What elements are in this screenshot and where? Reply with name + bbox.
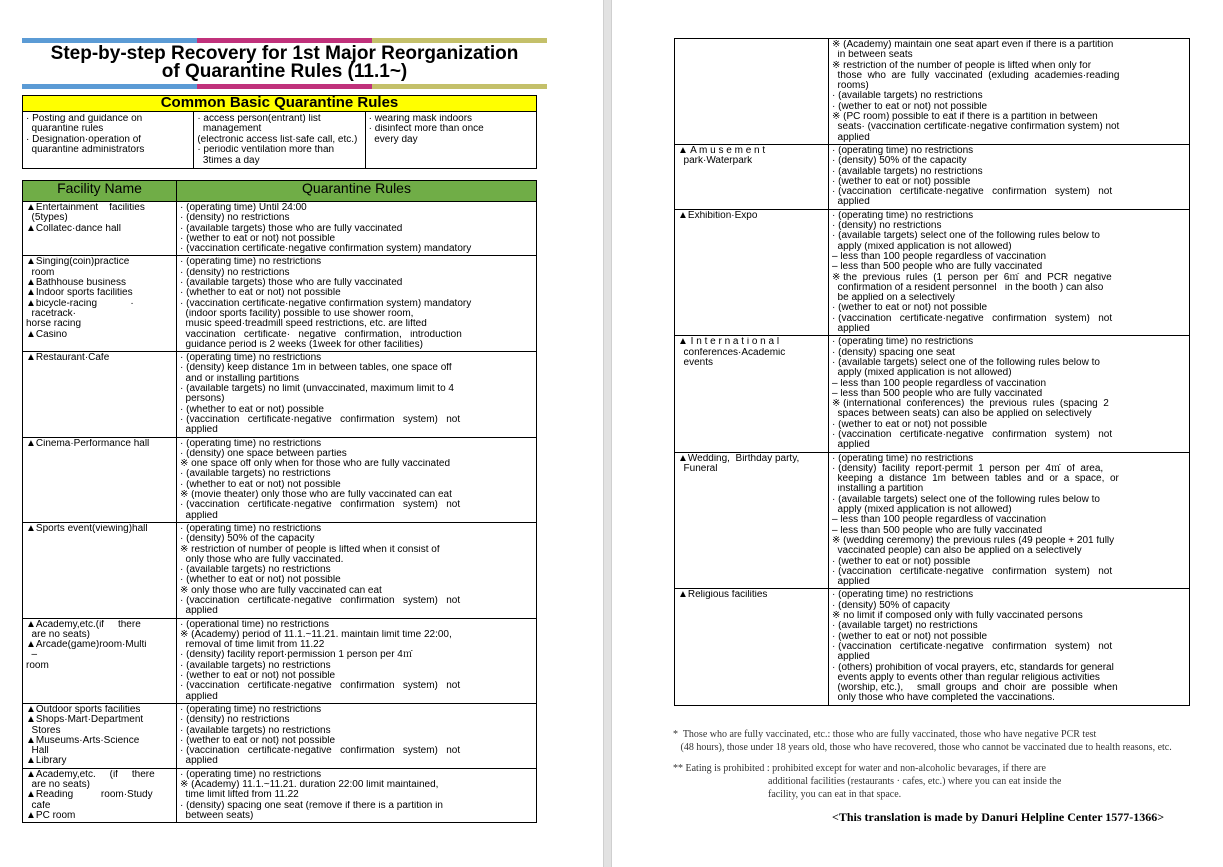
text-line: · (whether to eat or not) not possible: [180, 479, 341, 490]
text-line: ▲ I n t e r n a t i o n a l: [678, 337, 780, 348]
text-line: · (available targets) no restrictions: [832, 166, 983, 177]
text-line: facility, you can eat in that space.: [673, 789, 902, 800]
facility-name-cell: [675, 452, 829, 589]
text-line: · (others) prohibition of vocal prayers, etc, standards for general: [832, 662, 1114, 673]
text-line: · (density) no restrictions: [180, 715, 290, 726]
text-line: · (available targets) no limit (unvaccinated, maximum limit to 4: [180, 384, 454, 395]
text-line: ▲Indoor sports facilities: [26, 288, 133, 299]
text-line: events: [678, 357, 714, 368]
text-line: · (vaccination certificate·negative confirmation system) mandatory: [180, 298, 472, 309]
text-line: removal of time limit from 11.22: [180, 640, 325, 651]
text-line: · (density) 50% of capacity: [832, 600, 950, 611]
text-line: · (density) one space between parties: [180, 448, 347, 459]
text-line: · (vaccination certificate·negative confirmation system) not: [832, 187, 1113, 198]
text-line: applied: [180, 425, 218, 436]
text-line: · (wether to eat or not) possible: [832, 176, 971, 187]
text-line: · access person(entrant) list: [197, 113, 321, 124]
text-line: applied: [832, 440, 870, 451]
text-line: · (wether to eat or not) not possible: [832, 101, 988, 112]
text-line: ▲Library: [26, 756, 67, 767]
facility-name-cell: [23, 352, 177, 437]
common-rules-table: [22, 95, 537, 169]
text-line: applied: [180, 691, 218, 702]
common-rules-col-3: [365, 111, 536, 169]
text-line: conferences·Academic: [678, 347, 786, 358]
table-row: [23, 522, 537, 618]
text-line: ※ (PC room) possible to eat if there is a partition in between: [832, 112, 1098, 123]
text-line: additional facilities (restaurants · cafes, etc.) where you can eat inside the: [673, 776, 1062, 787]
text-line: · (available targets) no restrictions: [180, 660, 331, 671]
text-line: room: [26, 660, 49, 671]
facility-rules-table: [22, 180, 537, 823]
common-rules-heading: Common Basic Quarantine Rules: [23, 96, 537, 112]
note-fully-vaccinated: [673, 728, 1172, 754]
text-line: ※ restriction of the number of people is lifted when only for: [832, 60, 1092, 71]
text-line: persons): [180, 394, 225, 405]
text-line: · (density) no restrictions: [180, 213, 290, 224]
text-line: (electronic access list·safe call, etc.): [197, 134, 358, 145]
text-line: · (density) spacing one seat: [832, 347, 955, 358]
title-bottom-stripe: [22, 84, 547, 89]
text-line: ▲ A m u s e m e n t: [678, 145, 766, 156]
text-line: · wearing mask indoors: [368, 113, 473, 124]
text-line: cafe: [26, 800, 51, 811]
text-line: applied: [180, 756, 218, 767]
text-line: room: [26, 267, 55, 278]
text-line: · (density) facility report·permit 1 person per 4㎡ of area,: [832, 463, 1104, 474]
text-line: · (vaccination certificate·negative confirmation system) not: [180, 746, 461, 757]
text-line: ▲Cinema·Performance hall: [26, 438, 150, 449]
text-line: · (operating time) no restrictions: [832, 145, 974, 156]
facility-name-cell: [675, 39, 829, 145]
quarantine-rules-cell: [177, 768, 537, 822]
text-line: ▲Arcade(game)room·Multi: [26, 640, 147, 651]
text-line: · (operating time) no restrictions: [832, 337, 974, 348]
text-line: events apply to events other than regular religious activities: [832, 672, 1100, 683]
text-line: ※ (international conferences) the previous rules (spacing 2: [832, 399, 1109, 410]
text-line: are no seats): [26, 629, 90, 640]
text-line: (5types): [26, 213, 68, 224]
text-line: in between seats: [832, 50, 913, 61]
text-line: · (available targets) those who are fully vaccinated: [180, 223, 403, 234]
text-line: · (wether to eat or not) not possible: [180, 233, 336, 244]
text-line: vaccination certificate· negative confirmation, introduction: [180, 329, 462, 340]
text-line: ▲Academy,etc.(if there: [26, 619, 141, 630]
text-line: ▲Museums·Arts·Science: [26, 735, 140, 746]
text-line: · (wether to eat or not) not possible: [832, 631, 988, 642]
quarantine-rules-cell: [177, 256, 537, 352]
text-line: Hall: [26, 746, 49, 757]
text-line: ** Eating is prohibited : prohibited except for water and non-alcoholic bevarages, if there are: [673, 763, 1046, 774]
table-row: [23, 703, 537, 768]
text-line: – less than 500 people who are fully vaccinated: [832, 262, 1043, 273]
facility-name-cell: [675, 589, 829, 705]
quarantine-rules-cell: [177, 437, 537, 522]
text-line: · (vaccination certificate·negative confirmation system) not: [832, 641, 1113, 652]
text-line: vaccinated people) can also be applied on a selectively: [832, 546, 1082, 557]
text-line: · (density) 50% of the capacity: [832, 156, 967, 167]
text-line: ▲Outdoor sports facilities: [26, 704, 141, 715]
text-line: · (available targets) no restrictions: [180, 725, 331, 736]
text-line: · Posting and guidance on: [26, 113, 143, 124]
text-line: ▲Casino: [26, 329, 68, 340]
facility-rules-table-continued: [674, 38, 1190, 706]
text-line: · (density) 50% of the capacity: [180, 534, 315, 545]
facility-name-cell: [675, 209, 829, 336]
text-line: ▲PC room: [26, 810, 76, 821]
text-line: ▲Reading room·Study: [26, 790, 153, 801]
text-line: apply (mixed application is not allowed): [832, 505, 1012, 516]
table-row: [23, 618, 537, 703]
table-row: [23, 202, 537, 256]
common-rules-col-1: [23, 111, 194, 169]
text-line: ※ (Academy) 11.1.~11.21. duration 22:00 limit maintained,: [180, 780, 439, 791]
text-line: (48 hours), those under 18 years old, those who have recovered, those who cannot be vaccinated due to health reasons, etc.: [673, 742, 1172, 753]
facility-name-cell: [23, 256, 177, 352]
table-row: [675, 209, 1190, 336]
text-line: apply (mixed application is not allowed): [832, 241, 1012, 252]
text-line: · (operating time) no restrictions: [180, 257, 322, 268]
text-line: · (operating time) no restrictions: [832, 453, 974, 464]
text-line: · (vaccination certificate·negative confirmation system) mandatory: [180, 244, 472, 255]
text-line: ▲Shops·Mart·Department: [26, 715, 144, 726]
text-line: rooms): [832, 81, 869, 92]
text-line: ※ (Academy) maintain one seat apart even if there is a partition: [832, 40, 1114, 50]
text-line: · (density) keep distance 1m in between tables, one space off: [180, 363, 452, 374]
document-title: [22, 45, 547, 81]
facility-name-cell: [23, 202, 177, 256]
text-line: ▲Bathhouse business: [26, 278, 126, 289]
text-line: – less than 100 people regardless of vaccination: [832, 251, 1047, 262]
text-line: · (operational time) no restrictions: [180, 619, 329, 630]
text-line: park·Waterpark: [678, 156, 753, 167]
text-line: · (available target) no restrictions: [832, 621, 978, 632]
text-line: be applied on a selectively: [832, 293, 955, 304]
table-row: [23, 352, 537, 437]
table-row: [675, 144, 1190, 209]
facility-rules-body-continued: [675, 39, 1190, 706]
text-line: Funeral: [678, 463, 718, 474]
text-line: ※ restriction of number of people is lifted when it consist of: [180, 544, 440, 555]
text-line: applied: [832, 197, 870, 208]
text-line: keeping a distance 1m between tables and or a space, or: [832, 474, 1119, 485]
text-line: · (operating time) no restrictions: [832, 210, 974, 221]
text-line: every day: [368, 134, 418, 145]
quarantine-rules-cell: [177, 703, 537, 768]
table-row: [675, 452, 1190, 589]
text-line: ▲Sports event(viewing)hall: [26, 523, 148, 534]
text-line: – less than 100 people regardless of vaccination: [832, 378, 1047, 389]
text-line: (worship, etc.), small groups and choir are possible when: [832, 683, 1118, 694]
text-line: · (wether to eat or not) not possible: [832, 303, 988, 314]
table-row: [675, 39, 1190, 145]
title-line-1: Step-by-step Recovery for 1st Major Reorganization: [50, 43, 519, 64]
text-line: ▲Wedding, Birthday party,: [678, 453, 800, 464]
text-line: ※ (movie theater) only those who are fully vaccinated can eat: [180, 490, 452, 501]
text-line: those who are fully vaccinated (exluding academies·reading: [832, 70, 1120, 81]
table-row: [23, 768, 537, 822]
text-line: music speed·treadmill speed restrictions, etc. are lifted: [180, 319, 427, 330]
text-line: · (density) no restrictions: [180, 267, 290, 278]
text-line: ▲Restaurant·Cafe: [26, 353, 110, 364]
quarantine-rules-cell: [829, 589, 1190, 705]
text-line: only those who are fully vaccinated.: [180, 554, 344, 565]
facility-name-cell: [23, 522, 177, 618]
text-line: applied: [832, 132, 870, 143]
table-row: [23, 437, 537, 522]
text-line: · (operating time) no restrictions: [832, 590, 974, 601]
text-line: · (vaccination certificate·negative confirmation system) not: [832, 566, 1113, 577]
text-line: applied: [832, 324, 870, 335]
text-line: applied: [832, 577, 870, 588]
text-line: confirmation of a resident personnel in the booth ) can also: [832, 282, 1104, 293]
text-line: ※ (wedding ceremony) the previous rules (49 people + 201 fully: [832, 535, 1115, 546]
text-line: management: [197, 124, 262, 134]
quarantine-rules-cell: [177, 522, 537, 618]
text-line: ▲Entertainment facilities: [26, 203, 145, 213]
text-line: · (available targets) no restrictions: [180, 469, 331, 480]
facility-name-cell: [675, 336, 829, 452]
text-line: between seats): [180, 810, 254, 821]
quarantine-rules-cell: [177, 618, 537, 703]
header-facility-name: Facility Name: [23, 181, 177, 202]
text-line: seats· (vaccination certificate·negative confirmation system) not: [832, 122, 1120, 133]
text-line: · (operating time) no restrictions: [180, 523, 322, 534]
text-line: ※ no limit if composed only with fully vaccinated persons: [832, 611, 1083, 622]
text-line: quarantine administrators: [26, 145, 145, 155]
page-gutter: [603, 0, 612, 867]
text-line: · disinfect more than once: [368, 124, 484, 134]
text-line: applied: [180, 510, 218, 521]
text-line: · (operating time) no restrictions: [180, 438, 322, 449]
text-line: · (vaccination certificate·negative confirmation system) not: [180, 414, 461, 425]
text-line: · (operating time) Until 24:00: [180, 203, 307, 213]
text-line: ※ the previous rules (1 person per 6㎡ and PCR negative: [832, 272, 1112, 283]
text-line: ▲Collatec·dance hall: [26, 223, 121, 234]
quarantine-rules-cell: [829, 452, 1190, 589]
quarantine-rules-cell: [177, 352, 537, 437]
text-line: – less than 500 people who are fully vaccinated: [832, 388, 1043, 399]
text-line: · (wether to eat or not) not possible: [180, 671, 336, 682]
text-line: time limit lifted from 11.22: [180, 790, 299, 801]
text-line: ▲Religious facilities: [678, 590, 768, 601]
text-line: · (wether to eat or not) not possible: [180, 735, 336, 746]
text-line: · (available targets) select one of the following rules below to: [832, 357, 1100, 368]
header-quarantine-rules: Quarantine Rules: [177, 181, 537, 202]
text-line: · (density) no restrictions: [832, 221, 942, 232]
text-line: – less than 500 people who are fully vaccinated: [832, 525, 1043, 536]
facility-name-cell: [23, 703, 177, 768]
text-line: · (vaccination certificate·negative confirmation system) not: [832, 313, 1113, 324]
text-line: ※ one space off only when for those who are fully vaccinated: [180, 459, 451, 470]
facility-rules-body: [23, 202, 537, 823]
text-line: racetrack·: [26, 308, 77, 319]
text-line: ※ (Academy) period of 11.1.~11.21. maintain limit time 22:00,: [180, 629, 452, 640]
text-line: are no seats): [26, 780, 90, 791]
text-line: applied: [180, 606, 218, 617]
facility-name-cell: [23, 618, 177, 703]
text-line: ▲Academy,etc. (if there: [26, 769, 155, 780]
text-line: – less than 100 people regardless of vaccination: [832, 515, 1047, 526]
table-row: [675, 589, 1190, 705]
text-line: spaces between seats) can also be applied on selectively: [832, 409, 1092, 420]
text-line: · (whether to eat or not) not possible: [180, 288, 341, 299]
title-line-2: of Quarantine Rules (11.1~): [161, 61, 408, 82]
translation-credit: <This translation is made by Danuri Helpline Center 1577-1366>: [832, 810, 1165, 824]
text-line: · (vaccination certificate·negative confirmation system) not: [180, 500, 461, 511]
quarantine-rules-cell: [829, 39, 1190, 145]
text-line: · (operating time) no restrictions: [180, 704, 322, 715]
text-line: Stores: [26, 725, 61, 736]
text-line: · (density) spacing one seat (remove if there is a partition in: [180, 800, 443, 811]
text-line: · Designation·operation of: [26, 134, 142, 145]
common-rules-col-2: [194, 111, 365, 169]
text-line: · (available targets) no restrictions: [832, 91, 983, 102]
quarantine-rules-cell: [829, 209, 1190, 336]
text-line: · (whether to eat or not) possible: [180, 404, 324, 415]
text-line: · (vaccination certificate·negative confirmation system) not: [832, 429, 1113, 440]
text-line: ▲Singing(coin)practice: [26, 257, 130, 268]
text-line: · (wether to eat or not) not possible: [832, 419, 988, 430]
table-row: [675, 336, 1190, 452]
text-line: guidance period is 2 weeks (1week for other facilities): [180, 339, 423, 350]
text-line: apply (mixed application is not allowed): [832, 368, 1012, 379]
text-line: · (operating time) no restrictions: [180, 353, 322, 364]
text-line: · (operating time) no restrictions: [180, 769, 322, 780]
text-line: · periodic ventilation more than: [197, 145, 335, 155]
text-line: –: [26, 650, 38, 661]
text-line: · (available targets) those who are fully vaccinated: [180, 278, 403, 289]
facility-name-cell: [675, 144, 829, 209]
text-line: only those who have completed the vaccinations.: [832, 693, 1055, 704]
quarantine-rules-cell: [177, 202, 537, 256]
text-line: horse racing: [26, 319, 82, 330]
text-line: ▲Exhibition·Expo: [678, 210, 758, 221]
text-line: · (available targets) select one of the following rules below to: [832, 494, 1100, 505]
facility-name-cell: [23, 768, 177, 822]
text-line: · (whether to eat or not) not possible: [180, 575, 341, 586]
text-line: ▲bicycle-racing ·: [26, 298, 134, 309]
text-line: · (available targets) select one of the following rules below to: [832, 231, 1100, 242]
text-line: · (vaccination certificate·negative confirmation system) not: [180, 681, 461, 692]
text-line: ※ only those who are fully vaccinated can eat: [180, 585, 382, 596]
note-eating-prohibited: [673, 762, 1061, 801]
text-line: * Those who are fully vaccinated, etc.: those who are fully vaccinated, those who have negative PCR test: [673, 729, 1097, 740]
quarantine-rules-cell: [829, 144, 1190, 209]
text-line: · (wether to eat or not) possible: [832, 556, 971, 567]
text-line: quarantine rules: [26, 124, 104, 134]
facility-name-cell: [23, 437, 177, 522]
text-line: 3times a day: [197, 155, 260, 166]
text-line: and or installing partitions: [180, 373, 299, 384]
table-row: [23, 256, 537, 352]
left-page: [0, 0, 603, 867]
text-line: (indoor sports facility) possible to use shower room,: [180, 308, 414, 319]
text-line: · (vaccination certificate·negative confirmation system) not: [180, 595, 461, 606]
text-line: · (available targets) no restrictions: [180, 565, 331, 576]
text-line: · (density) facility report·permission 1 person per 4㎡: [180, 650, 413, 661]
text-line: installing a partition: [832, 484, 924, 495]
text-line: applied: [832, 652, 870, 663]
quarantine-rules-cell: [829, 336, 1190, 452]
